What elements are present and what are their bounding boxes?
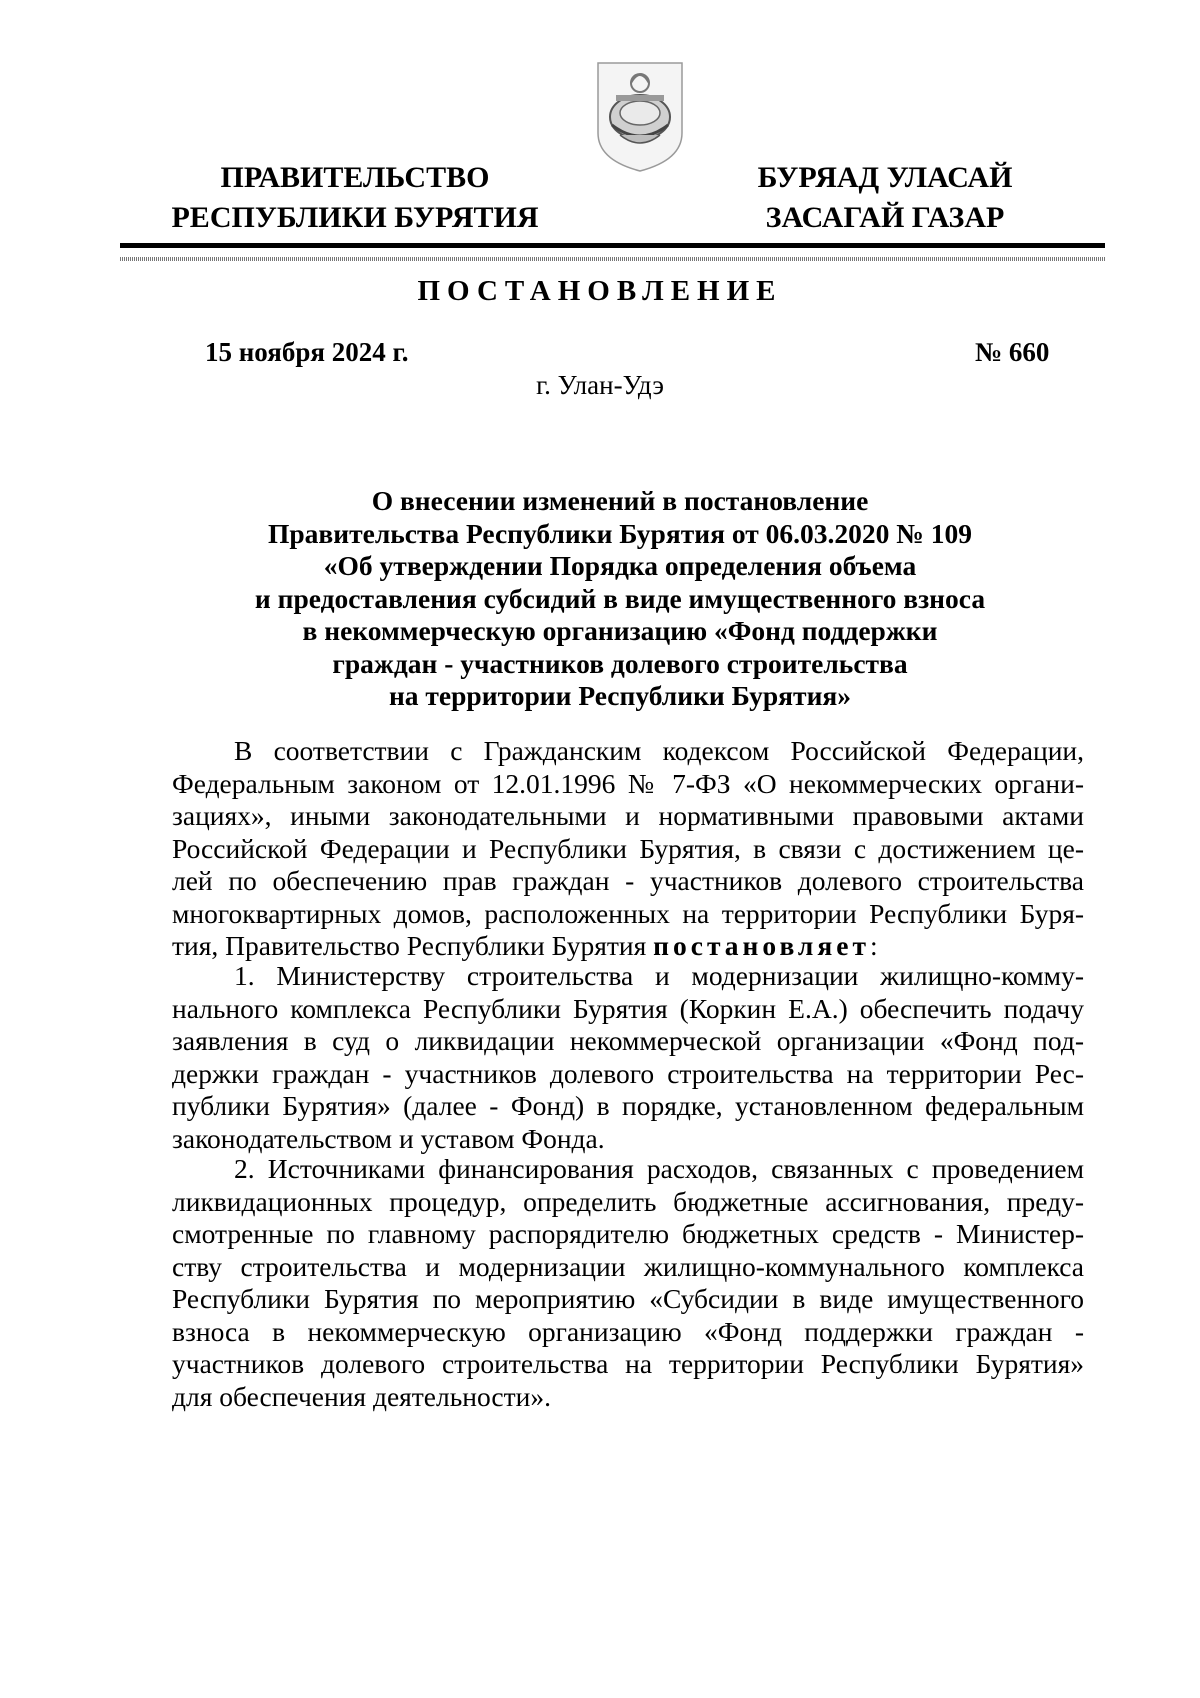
- government-name-line-2: РЕСПУБЛИКИ БУРЯТИЯ: [171, 201, 539, 234]
- item-2-line: смотренные по главному распорядителю бюджетных средств - Министер-: [172, 1218, 1084, 1249]
- title-line: на территории Республики Бурятия»: [388, 680, 852, 711]
- header-divider-thin: [120, 257, 1105, 261]
- preamble-colon: :: [869, 930, 878, 961]
- document-title: [160, 485, 1080, 713]
- item-2-line: участников долевого строительства на территории Республики Бурятия»: [172, 1348, 1084, 1379]
- document-number: № 660: [975, 337, 1050, 367]
- preamble-line: В соответствии с Гражданским кодексом Российской Федерации,: [234, 735, 1084, 766]
- preamble-line: Российской Федерации и Республики Бурятия, в связи с достижением це-: [172, 832, 1084, 864]
- item-1-line: законодательством и уставом Фонда.: [172, 1122, 605, 1154]
- document-type: ПОСТАНОВЛЕНИЕ: [417, 275, 783, 307]
- document-city: г. Улан-Удэ: [536, 370, 664, 400]
- item-1-paragraph: [172, 960, 1084, 1155]
- title-line: Правительства Республики Бурятия от 06.03.2020 № 109: [267, 517, 972, 549]
- title-line: О внесении изменений в постановление: [371, 485, 869, 516]
- government-name-buryat-line-2: ЗАСАГАЙ ГАЗАР: [765, 201, 1005, 234]
- coat-of-arms-emblem: [590, 55, 690, 175]
- decree-word: постановляет: [653, 930, 870, 961]
- item-2-line: для обеспечения деятельности».: [172, 1380, 551, 1412]
- preamble-line: лей по обеспечению прав граждан - участников долевого строительства: [172, 865, 1084, 896]
- preamble-line: многоквартирных домов, расположенных на территории Республики Буря-: [172, 897, 1084, 929]
- preamble-line: зациях», иными законодательными и нормативными правовыми актами: [172, 800, 1084, 831]
- document-date: 15 ноября 2024 г.: [205, 337, 409, 367]
- title-line: «Об утверждении Порядка определения объема: [323, 550, 917, 581]
- government-name-buryat-line-1: БУРЯАД УЛАСАЙ: [757, 161, 1013, 194]
- item-1-line: 1. Министерству строительства и модернизации жилищно-комму-: [234, 960, 1084, 991]
- government-name-line-1: ПРАВИТЕЛЬСТВО: [220, 161, 490, 194]
- preamble-line: Федеральным законом от 12.01.1996 № 7-ФЗ «О некоммерческих органи-: [172, 767, 1084, 799]
- item-2-line: 2. Источниками финансирования расходов, связанных с проведением: [234, 1153, 1084, 1184]
- title-line: и предоставления субсидий в виде имущественного взноса: [254, 582, 986, 614]
- preamble-line: [172, 930, 1084, 963]
- title-line: в некоммерческую организацию «Фонд поддержки: [302, 615, 938, 646]
- preamble-last-text: тия, Правительство Республики Бурятия: [172, 930, 654, 961]
- item-2-paragraph: [172, 1153, 1084, 1413]
- preamble-paragraph: [172, 735, 1084, 963]
- government-name-buryat: [725, 158, 1045, 238]
- header-divider-thick: [120, 243, 1105, 248]
- item-2-line: ликвидационных процедур, определить бюджетные ассигнования, преду-: [172, 1185, 1084, 1217]
- item-1-line: нального комплекса Республики Бурятия (Коркин Е.А.) обеспечить подачу: [172, 992, 1084, 1024]
- item-1-line: заявления в суд о ликвидации некоммерческой организации «Фонд под-: [172, 1025, 1084, 1056]
- item-1-line: публики Бурятия» (далее - Фонд) в порядке, установленном федеральным: [172, 1090, 1084, 1121]
- government-name-russian: [160, 158, 550, 238]
- item-2-line: взноса в некоммерческую организацию «Фонд поддержки граждан -: [172, 1315, 1084, 1347]
- item-2-line: Республики Бурятия по мероприятию «Субсидии в виде имущественного: [172, 1283, 1084, 1314]
- item-2-line: ству строительства и модернизации жилищно-коммунального комплекса: [172, 1250, 1084, 1282]
- title-line: граждан - участников долевого строительства: [332, 647, 908, 679]
- item-1-line: держки граждан - участников долевого строительства на территории Рес-: [172, 1057, 1084, 1089]
